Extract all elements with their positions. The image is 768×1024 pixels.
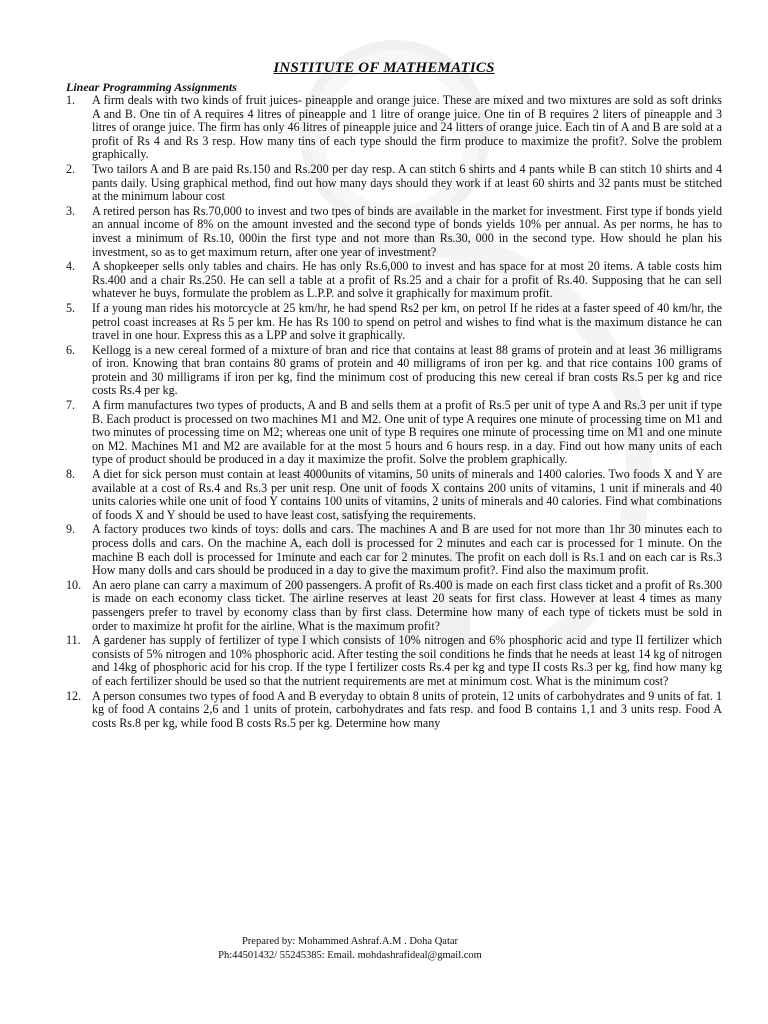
item-number: 4. — [66, 259, 76, 274]
list-item — [66, 94, 722, 162]
item-number: 11. — [66, 633, 81, 648]
list-item — [66, 690, 722, 731]
assignment-list — [66, 94, 722, 731]
item-number: 1. — [66, 93, 76, 107]
footer-contact: Ph:44501432/ 55245385: Email. mohdashrafideal@gmail.com — [218, 950, 482, 961]
item-text: An aero plane can carry a maximum of 200 passengers. A profit of Rs.400 is made on each first class ticket and a profit of Rs.300 is made on each economy class ticket. The airline reserves at least 20 seats for first class. However at least 4 times as many passengers prefer to travel by economy class than by first class. Determine how many of each type of tickets must be sold in order to maximize ht profit for the airline. What is the maximum profit? — [92, 577, 722, 633]
footer-author: Prepared by: Mohammed Ashraf.A.M . Doha Qatar — [241, 936, 459, 947]
list-item — [66, 344, 722, 398]
item-text: A diet for sick person must contain at least 4000units of vitamins, 50 units of minerals and 1400 calories. Two foods X and Y are available at a cost of Rs.4 and Rs.3 per unit resp. One unit of foods X contains 200 units of vitamins, 1 unit if minerals and 40 units calories while one unit of food Y contains 100 units of vitamins, 2 units of minerals and 40 calories. Find what combinations of foods X and Y should be used to have least cost, satisfying the requirements. — [92, 467, 722, 522]
list-item — [66, 399, 722, 467]
section-subtitle: Linear Programming Assignments — [66, 80, 237, 94]
item-number: 2. — [66, 161, 76, 176]
item-text: A firm manufactures two types of products, A and B and sells them at a profit of Rs.5 per unit of type A and Rs.3 per unit if type B. Each product is processed on two machines M1 and M2. One unit of type A requires one minute of processing time on M1 and two minutes of processing time on M2; whereas one unit of type B requires one minute of processing time on M1 and one minute on M2. Machines M1 and M2 are available for at the most 5 hours and 6 hours resp. in a day. Find out how many units of each type of product should be produced in a day it maximize the profit. Solve the problem graphically. — [92, 398, 722, 467]
item-text: A gardener has supply of fertilizer of type I which consists of 10% nitrogen and 6% phosphoric acid and type II fertilizer which consists of 5% nitrogen and 10% phosphoric acid. After testing the soil conditions he finds that he needs at least 14 kg of nitrogen and 14kg of phosphoric acid for his crop. If the type I fertilizer costs Rs.4 per kg and type II costs Rs.3 per kg, find how many kg of each fertilizer should be used so that the nutrient requirements are met at minimum cost. What is the minimum cost? — [92, 633, 722, 688]
list-item — [66, 205, 722, 259]
list-item — [66, 302, 722, 343]
item-text: Kellogg is a new cereal formed of a mixture of bran and rice that contains at least 88 grams of protein and at least 36 milligrams of iron. Knowing that bran contains 80 grams of protein and 40 milligrams of iron per kg. and that rice contains 100 grams of protein and 30 milligrams if iron per kg, find the minimum cost of producing this new cereal if bran costs Rs.5 per kg and rice costs Rs.4 per kg. — [92, 342, 722, 398]
item-number: 8. — [66, 467, 76, 482]
item-number: 6. — [66, 342, 76, 357]
list-item — [66, 260, 722, 301]
page-title: INSTITUTE OF MATHEMATICS — [273, 60, 495, 76]
item-number: 7. — [66, 398, 76, 413]
item-text: If a young man rides his motorcycle at 25 km/hr, he had spend Rs2 per km, on petrol If he rides at a faster speed of 40 km/hr, the petrol coast increases at Rs 5 per km. He has Rs 100 to spend on petrol and wishes to find what is the maximum distance he can travel in one hour. Express this as a LPP and solve it graphically. — [92, 300, 722, 343]
list-item — [66, 523, 722, 577]
list-item — [66, 634, 722, 688]
item-text: A person consumes two types of food A and B everyday to obtain 8 units of protein, 12 units of carbohydrates and 9 units of fat. 1 kg of food A contains 2,6 and 1 units of protein, carbohydrates and fats resp. and food B contains 1,1 and 3 units resp. Food A costs Rs.8 per kg, while food B costs Rs.5 per kg. Determine how many — [92, 688, 722, 730]
item-number: 12. — [66, 688, 82, 703]
item-number: 9. — [66, 522, 76, 537]
item-text: A firm deals with two kinds of fruit juices- pineapple and orange juice. These are mixed and two mixtures are sold as soft drinks A and B. One tin of A requires 4 litres of pineapple and 1 litre of orange juice. One tin of B requires 2 liters of pineapple and 3 litres of orange juice. The firm has only 46 litres of pineapple juice and 24 litters of orange juice. Each tin of A and B are sold at a profit of Rs 4 and Rs 3 resp. How many tins of each type should the firm produce to maximize the profit?. Solve the problem graphically. — [92, 93, 722, 162]
list-item — [66, 579, 722, 633]
list-item — [66, 163, 722, 204]
item-text: Two tailors A and B are paid Rs.150 and Rs.200 per day resp. A can stitch 6 shirts and 4 pants while B can stitch 10 shirts and 4 pants daily. Using graphical method, find out how many days should they work if at least 60 shirts and 32 pants must be stitched at the minimum labour cost — [92, 161, 722, 204]
item-number: 5. — [66, 300, 76, 315]
item-text: A factory produces two kinds of toys: dolls and cars. The machines A and B are used for not more than 1hr 30 minutes each to process dolls and cars. On the machine A, each doll is processed for 2 minutes and each car is processed for 1 minute. On the machine B each doll is processed for 1minute and each car for 2 minutes. The profit on each doll is Rs.1 and on each car is Rs.3 How many dolls and cars should be produced in a day to give the maximum profit?. Find also the maximum profit. — [92, 522, 722, 578]
list-item — [66, 468, 722, 522]
item-number: 3. — [66, 203, 76, 218]
item-text: A shopkeeper sells only tables and chairs. He has only Rs.6,000 to invest and has space for at most 20 items. A table costs him Rs.400 and a chair Rs.250. He can sell a table at a profit of Rs.25 and a chair for a profit of Rs.40. Supposing that he can sell whatever he buys, formulate the problem as L.P.P. and solve it graphically for maximum profit. — [92, 259, 722, 301]
item-text: A retired person has Rs.70,000 to invest and two tpes of binds are available in the market for investment. First type if bonds yield an annual income of 8% on the amount invested and the second type of bonds yields 10% per annual. As per norms, he has to invest a minimum of Rs.10, 000in the first type and not more than Rs.30, 000 in the second type. How should he plan his investment, so as to get maximum return, after one year of investment? — [92, 203, 722, 259]
item-number: 10. — [66, 577, 82, 592]
